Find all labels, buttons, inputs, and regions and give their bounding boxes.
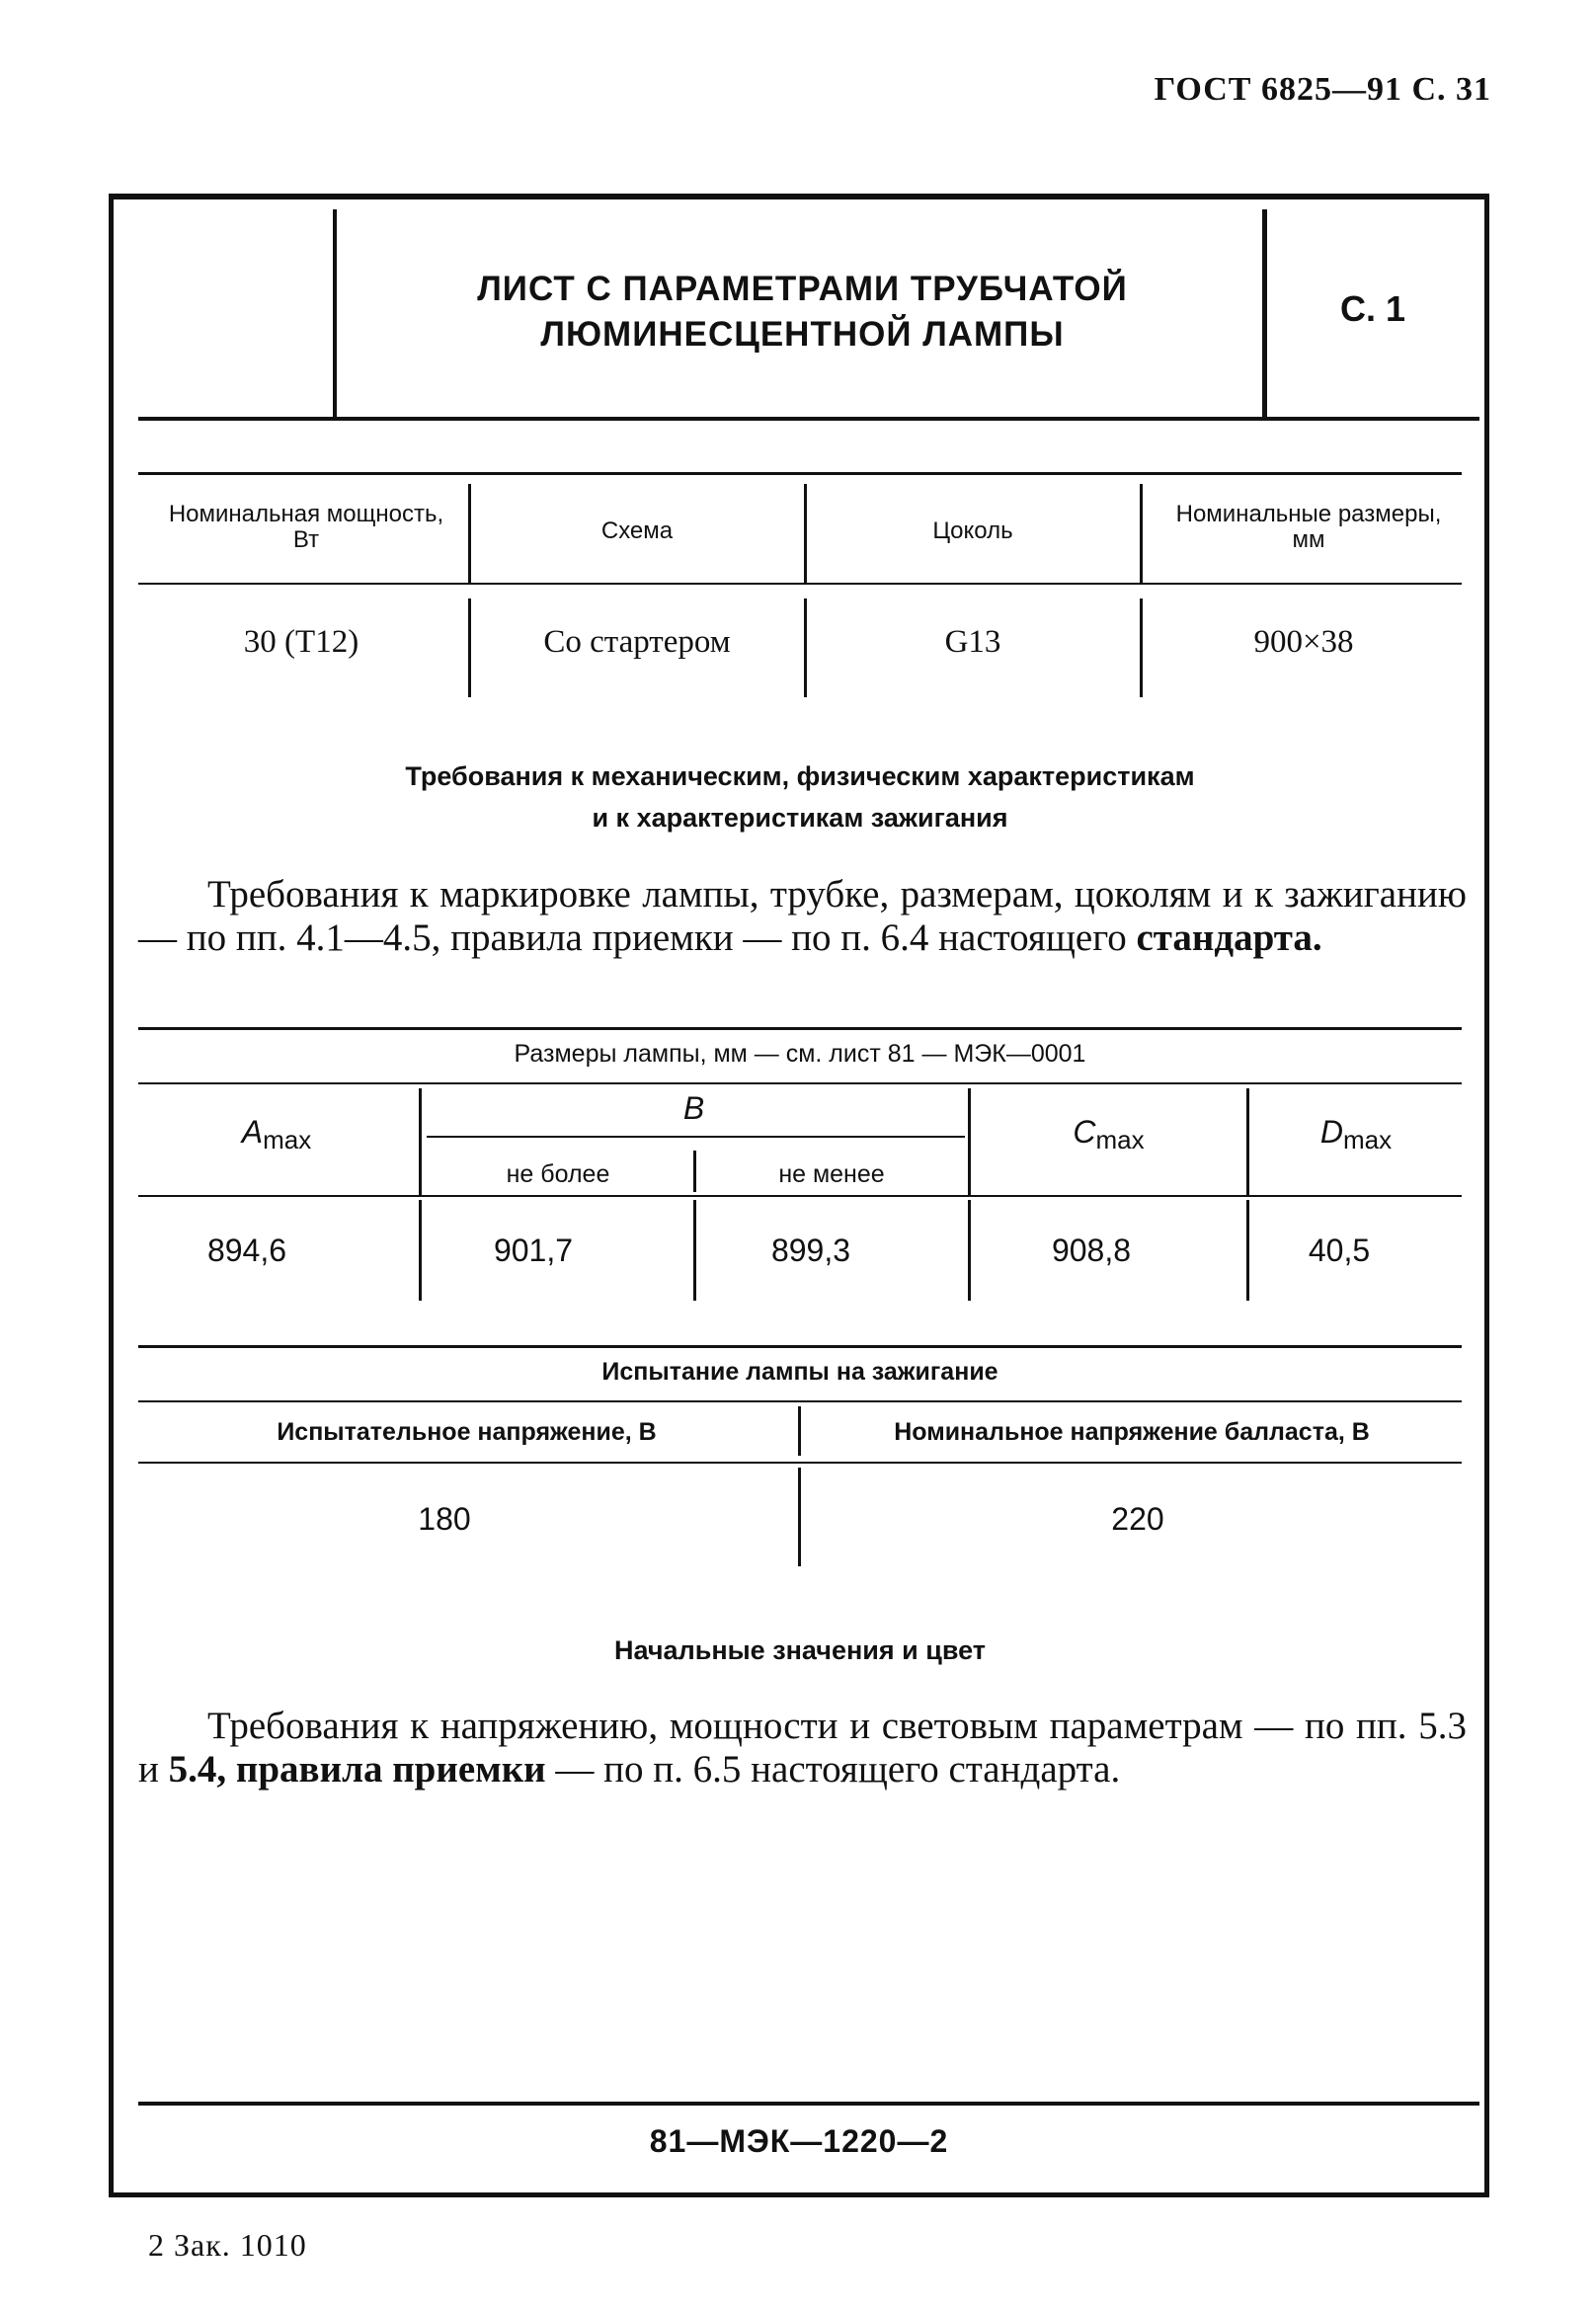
main-table-header-rule	[138, 583, 1462, 585]
dims-header-b-max: не более	[506, 1160, 610, 1188]
dims-col-divider	[968, 1088, 971, 1197]
header-cap: Цоколь	[932, 518, 1013, 544]
ignition-top-rule	[138, 1345, 1462, 1348]
value-circuit: Со стартером	[543, 624, 731, 660]
ignition-caption: Испытание лампы на зажигание	[601, 1358, 998, 1386]
main-table-col-divider	[1140, 598, 1143, 697]
dims-col-divider	[419, 1088, 422, 1197]
dims-col-divider	[1246, 1200, 1249, 1301]
dims-b-subrule	[427, 1136, 965, 1138]
dims-value-b-min: 899,3	[770, 1233, 851, 1268]
section-initial-values-title: Начальные значения и цвет	[614, 1635, 986, 1665]
title-divider-left	[333, 209, 337, 419]
dims-header-b-min: не менее	[778, 1160, 885, 1188]
ignition-header-rule	[138, 1462, 1462, 1464]
header-power: Номинальная мощность, Вт	[168, 501, 444, 553]
sheet-title: ЛИСТ С ПАРАМЕТРАМИ ТРУБЧАТОЙ ЛЮМИНЕСЦЕНТНОЙ ЛАМПЫ	[477, 270, 1128, 354]
dims-col-divider	[1246, 1088, 1249, 1197]
ignition-value-ballast-voltage: 220	[1111, 1501, 1164, 1537]
ignition-header-test-voltage: Испытательное напряжение, В	[277, 1418, 657, 1446]
dims-b-subdivider	[693, 1151, 696, 1192]
dims-top-rule	[138, 1027, 1462, 1030]
dims-value-a: 894,6	[206, 1233, 287, 1268]
sheet-code: 81—МЭК—1220—2	[649, 2123, 949, 2159]
sheet-page-number: С. 1	[1339, 288, 1406, 329]
dims-header-rule	[138, 1195, 1462, 1197]
dims-header-b: B	[682, 1090, 705, 1126]
dims-value-c: 908,8	[1051, 1233, 1132, 1268]
dims-header-c: Cmax	[1073, 1114, 1145, 1154]
dims-col-divider	[968, 1200, 971, 1301]
ignition-header-ballast-voltage: Номинальное напряжение балласта, В	[894, 1418, 1370, 1446]
main-table-col-divider	[468, 598, 471, 697]
value-dimensions: 900×38	[1253, 624, 1354, 660]
standard-reference: ГОСТ 6825—91 С. 31	[1154, 71, 1491, 108]
title-bottom-rule	[138, 417, 1479, 421]
header-circuit: Схема	[600, 518, 674, 544]
main-table-col-divider	[804, 484, 807, 583]
order-note: 2 Зак. 1010	[148, 2227, 307, 2263]
dims-header-d: Dmax	[1319, 1114, 1393, 1154]
section-initial-values-text: Требования к напряжению, мощности и световым параметрам — по пп. 5.3 и 5.4, правила приемки — по п. 6.5 настоящего стандарта.	[138, 1705, 1467, 1791]
value-power: 30 (Т12)	[243, 624, 359, 660]
dims-value-b-max: 901,7	[493, 1233, 574, 1268]
section-mechanical-text: Требования к маркировке лампы, трубке, размерам, цоколям и к зажиганию — по пп. 4.1—4.5, правила приемки — по п. 6.4 настоящего стандарта.	[138, 873, 1467, 959]
dims-col-divider	[419, 1200, 422, 1301]
main-table-col-divider	[1140, 484, 1143, 583]
ignition-value-test-voltage: 180	[418, 1501, 471, 1537]
dims-header-a: Amax	[241, 1114, 312, 1154]
section-mechanical-title: Требования к механическим, физическим характеристикам и к характеристикам зажигания	[405, 761, 1195, 833]
header-dimensions: Номинальные размеры, мм	[1175, 501, 1442, 553]
value-cap: G13	[944, 624, 1001, 660]
ignition-col-divider	[798, 1468, 801, 1566]
dims-col-divider	[693, 1200, 696, 1301]
main-table-top-rule	[138, 472, 1462, 475]
ignition-caption-rule	[138, 1400, 1462, 1402]
main-table-col-divider	[468, 484, 471, 583]
ignition-col-divider	[798, 1406, 801, 1456]
dims-caption-rule	[138, 1082, 1462, 1084]
dims-value-d: 40,5	[1308, 1233, 1371, 1268]
main-table-col-divider	[804, 598, 807, 697]
dims-caption: Размеры лампы, мм — см. лист 81 — МЭК—0001	[514, 1040, 1086, 1068]
footer-rule	[138, 2102, 1479, 2106]
